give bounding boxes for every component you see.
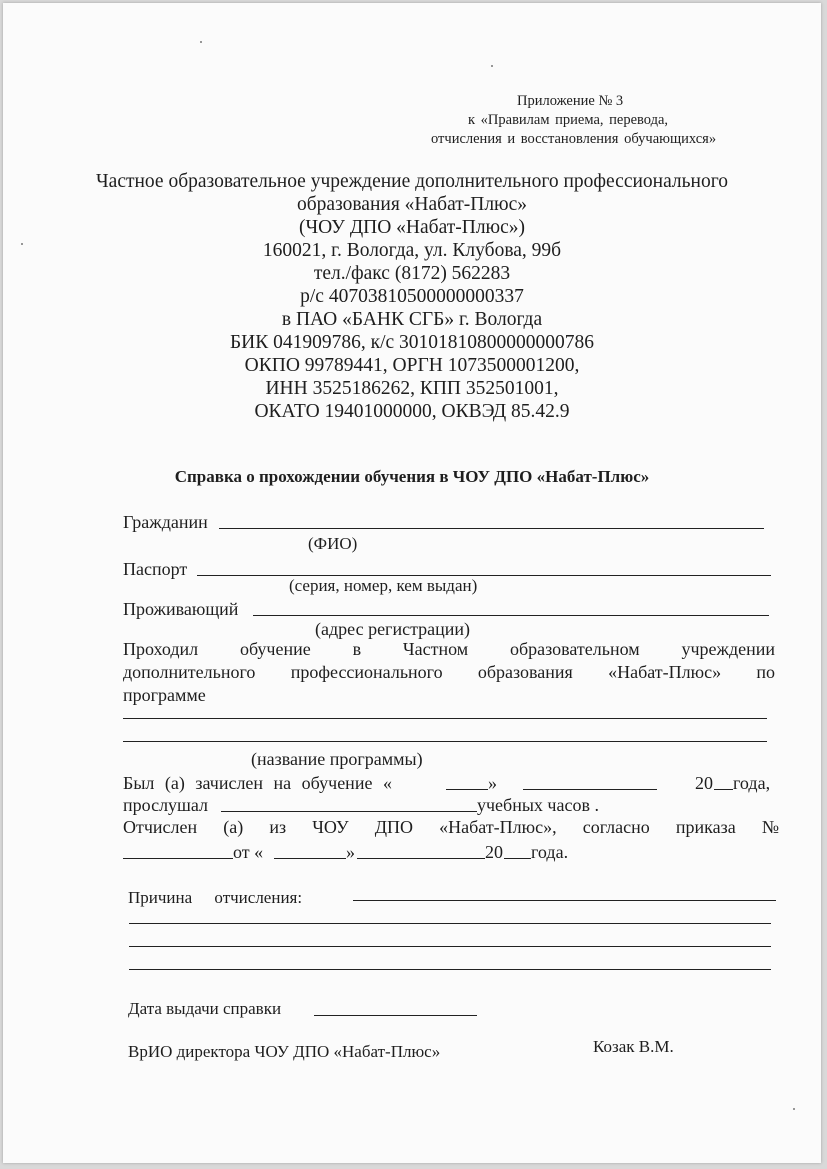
reason-label: Причина отчисления:	[128, 888, 303, 907]
expelled-year-suffix: года.	[531, 842, 569, 862]
org-line: ОКПО 99789441, ОРГН 1073500001200,	[244, 355, 580, 376]
reason-field-line	[129, 923, 771, 924]
org-line: в ПАО «БАНК СГБ» г. Вологда	[281, 309, 543, 330]
scan-speck	[491, 65, 493, 67]
enrolled-label: Был (а) зачислен на обучение «	[123, 773, 392, 793]
issue-date-line	[314, 1015, 477, 1016]
residing-label: Проживающий	[123, 599, 239, 619]
studied-line-2: дополнительного профессионального образования «Набат-Плюс» по	[123, 662, 775, 682]
expelled-day-line	[274, 858, 346, 859]
org-line: ОКАТО 19401000000, ОКВЭД 85.42.9	[254, 401, 570, 422]
org-line: Частное образовательное учреждение дополнительного профессионального	[95, 171, 728, 192]
org-line: образования «Набат-Плюс»	[296, 194, 528, 215]
hours-field-line	[221, 811, 477, 812]
expelled-year-line	[504, 858, 531, 859]
expelled-from: от «	[233, 842, 264, 862]
attended-label: прослушал	[123, 795, 209, 815]
passport-field-line	[197, 575, 771, 576]
org-line: 160021, г. Вологда, ул. Клубова, 99б	[262, 240, 562, 261]
signatory-position: ВрИО директора ЧОУ ДПО «Набат-Плюс»	[128, 1042, 441, 1061]
document-page	[3, 3, 821, 1163]
annex-line-1: Приложение № 3	[517, 93, 624, 109]
org-line: р/с 40703810500000000337	[300, 286, 524, 307]
annex-line-2: к «Правилам приема, перевода,	[468, 112, 669, 128]
address-caption: (адрес регистрации)	[315, 619, 471, 639]
scan-speck	[200, 41, 202, 43]
hours-suffix: учебных часов .	[477, 795, 599, 815]
org-line: ИНН 3525186262, КПП 352501001,	[265, 378, 559, 399]
signatory-name: Козак В.М.	[593, 1037, 674, 1056]
org-line: (ЧОУ ДПО «Набат-Плюс»)	[298, 217, 526, 238]
program-field-line	[123, 718, 767, 719]
document-title: Справка о прохождении обучения в ЧОУ ДПО «Набат-Плюс»	[174, 467, 650, 486]
reason-field-line	[129, 969, 771, 970]
citizen-fio-field-line	[219, 528, 764, 529]
enrolled-year-suffix: года,	[733, 773, 771, 793]
passport-caption: (серия, номер, кем выдан)	[289, 576, 478, 595]
enrolled-day-line	[446, 789, 488, 790]
enrolled-year-line	[714, 789, 733, 790]
studied-line-1: Проходил обучение в Частном образовательном учреждении	[123, 639, 775, 659]
expelled-line-1: Отчислен (а) из ЧОУ ДПО «Набат-Плюс», согласно приказа №	[123, 817, 779, 837]
enrolled-month-line	[523, 789, 657, 790]
org-line: тел./факс (8172) 562283	[313, 263, 511, 284]
expelled-month-line	[357, 858, 485, 859]
scan-speck	[793, 1108, 795, 1110]
program-field-line	[123, 741, 767, 742]
studied-line-3: программе	[123, 685, 206, 705]
address-field-line	[253, 615, 769, 616]
reason-field-line	[353, 900, 776, 901]
program-caption: (название программы)	[251, 749, 423, 769]
issue-date-label: Дата выдачи справки	[128, 999, 282, 1018]
passport-label: Паспорт	[123, 559, 188, 579]
expelled-quote: »	[346, 842, 355, 862]
org-line: БИК 041909786, к/с 30101810800000000786	[229, 332, 595, 353]
reason-field-line	[129, 946, 771, 947]
expelled-year: 20	[485, 842, 503, 862]
annex-line-3: отчисления и восстановления обучающихся»	[431, 131, 717, 147]
fio-caption: (ФИО)	[308, 534, 358, 553]
enrolled-quote: »	[488, 773, 497, 793]
enrolled-year: 20	[695, 773, 713, 793]
citizen-label: Гражданин	[123, 512, 208, 532]
order-number-line	[123, 858, 233, 859]
